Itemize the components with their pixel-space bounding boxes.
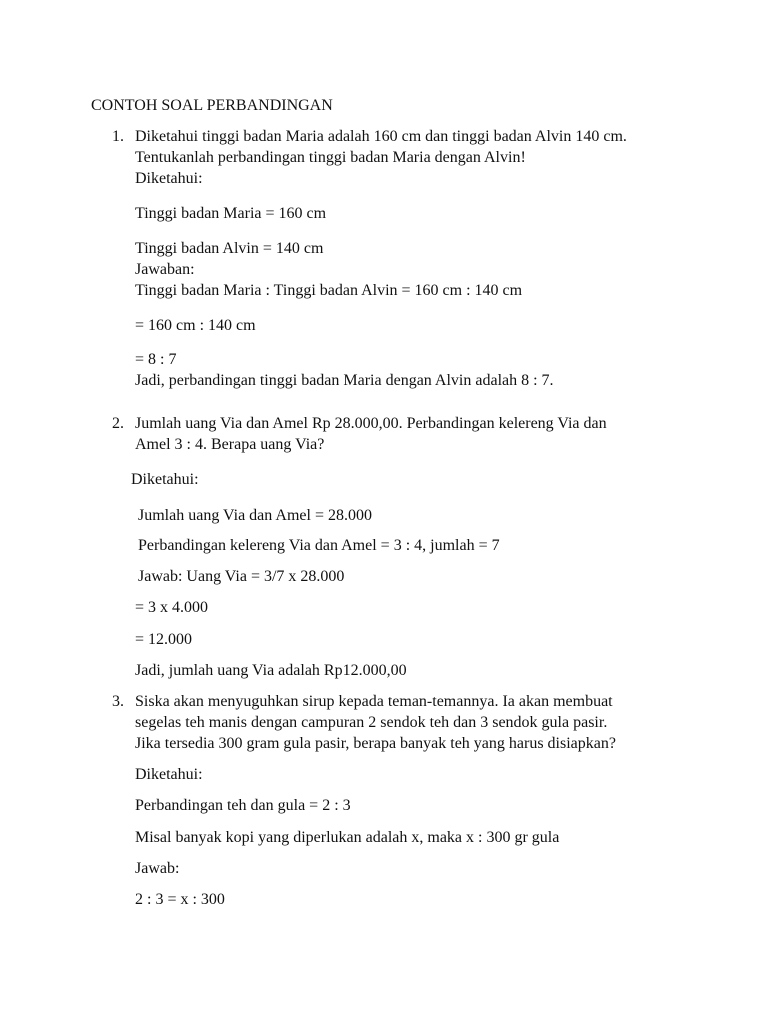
problem-1-answer-label: Jawaban: bbox=[135, 261, 195, 278]
problem-3-answer-label: Jawab: bbox=[135, 860, 180, 877]
problem-1-number: 1. bbox=[112, 128, 124, 145]
problem-2-statement-line: Jumlah uang Via dan Amel Rp 28.000,00. Perbandingan kelereng Via dan bbox=[135, 415, 607, 432]
problem-3-answer-line: 2 : 3 = x : 300 bbox=[135, 891, 225, 908]
problem-1-statement-line: Diketahui tinggi badan Maria adalah 160 cm dan tinggi badan Alvin 140 cm. bbox=[135, 128, 627, 145]
problem-2-answer-line: = 12.000 bbox=[135, 631, 193, 648]
problem-2-answer-line: = 3 x 4.000 bbox=[135, 599, 209, 616]
problem-1-answer-line: = 8 : 7 bbox=[135, 351, 177, 368]
problem-1-answer-line: = 160 cm : 140 cm bbox=[135, 317, 256, 334]
problem-2-number: 2. bbox=[112, 415, 124, 432]
problem-1-given-line: Tinggi badan Maria = 160 cm bbox=[135, 205, 327, 222]
problem-3-statement-line: segelas teh manis dengan campuran 2 sendok teh dan 3 sendok gula pasir. bbox=[135, 714, 608, 731]
problem-3-given-line: Perbandingan teh dan gula = 2 : 3 bbox=[135, 797, 351, 814]
problem-2-given-label: Diketahui: bbox=[131, 471, 199, 488]
problem-1-answer-line: Tinggi badan Maria : Tinggi badan Alvin = 160 cm : 140 cm bbox=[135, 282, 523, 299]
document-title: CONTOH SOAL PERBANDINGAN bbox=[91, 97, 333, 114]
problem-1-statement-line: Tentukanlah perbandingan tinggi badan Maria dengan Alvin! bbox=[135, 149, 526, 166]
problem-3-given-line: Misal banyak kopi yang diperlukan adalah x, maka x : 300 gr gula bbox=[135, 829, 560, 846]
problem-2-statement-line: Amel 3 : 4. Berapa uang Via? bbox=[135, 436, 325, 453]
problem-2-given-line: Perbandingan kelereng Via dan Amel = 3 : 4, jumlah = 7 bbox=[138, 537, 500, 554]
problem-2-conclusion: Jadi, jumlah uang Via adalah Rp12.000,00 bbox=[135, 662, 407, 679]
problem-1-conclusion: Jadi, perbandingan tinggi badan Maria dengan Alvin adalah 8 : 7. bbox=[135, 372, 554, 389]
problem-1-given-label: Diketahui: bbox=[135, 170, 203, 187]
problem-3-number: 3. bbox=[112, 693, 124, 710]
problem-2-given-line: Jumlah uang Via dan Amel = 28.000 bbox=[138, 507, 372, 524]
problem-2-answer-line: Jawab: Uang Via = 3/7 x 28.000 bbox=[138, 568, 345, 585]
problem-3-given-label: Diketahui: bbox=[135, 766, 203, 783]
problem-3-statement-line: Jika tersedia 300 gram gula pasir, berapa banyak teh yang harus disiapkan? bbox=[135, 735, 616, 752]
problem-3-statement-line: Siska akan menyuguhkan sirup kepada teman-temannya. Ia akan membuat bbox=[135, 693, 613, 710]
problem-1-given-line: Tinggi badan Alvin = 140 cm bbox=[135, 240, 324, 257]
